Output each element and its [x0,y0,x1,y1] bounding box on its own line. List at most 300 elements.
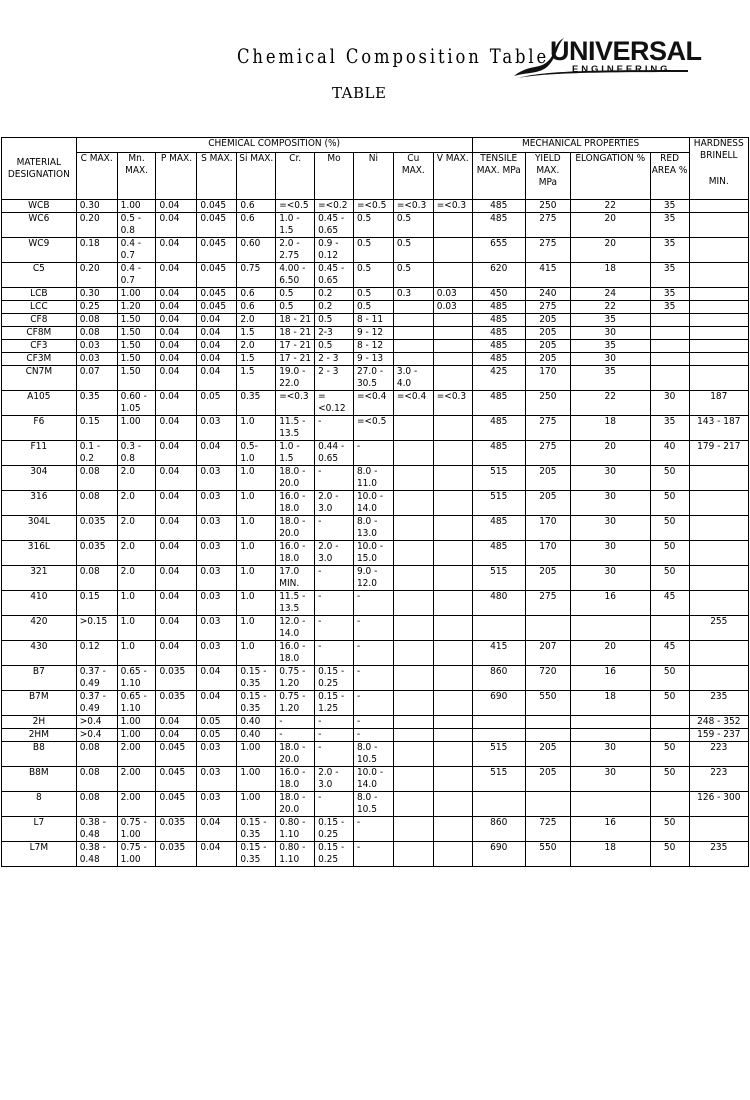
cell-mn: 0.4 - 0.7 [117,263,156,288]
cell-red-area: 50 [650,491,689,516]
cell-tensile: 425 [472,366,525,391]
cell-red-area [650,366,689,391]
cell-s: 0.045 [197,213,237,238]
cell-v [433,541,472,566]
cell-red-area [650,616,689,641]
cell-red-area: 35 [650,200,689,213]
cell-yield: 170 [525,366,570,391]
cell-cu [393,314,433,327]
cell-elongation: 30 [570,353,650,366]
cell-material: F6 [2,416,77,441]
cell-c: 0.15 [76,416,117,441]
cell-yield: 275 [525,416,570,441]
cell-yield: 205 [525,742,570,767]
cell-red-area [650,314,689,327]
cell-mn: 0.75 - 1.00 [117,842,156,867]
cell-yield: 250 [525,391,570,416]
cell-si: 0.35 [237,391,276,416]
cell-material: 8 [2,792,77,817]
cell-yield: 240 [525,288,570,301]
cell-s: 0.03 [197,616,237,641]
cell-ni: - [353,817,393,842]
cell-ni: 0.5 [353,238,393,263]
cell-hardness [689,491,748,516]
cell-cu [393,666,433,691]
cell-c: 0.37 - 0.49 [76,666,117,691]
cell-p: 0.035 [156,842,197,867]
cell-red-area: 50 [650,691,689,716]
header-column-row [2,153,749,200]
cell-material: WCB [2,200,77,213]
col-elongation: ELONGATION % [570,153,650,200]
cell-c: 0.1 - 0.2 [76,441,117,466]
cell-mn: 0.4 - 0.7 [117,238,156,263]
table-row [2,616,749,641]
table-row [2,516,749,541]
cell-ni: - [353,616,393,641]
cell-mn: 1.0 [117,641,156,666]
cell-elongation: 35 [570,314,650,327]
cell-c: >0.4 [76,729,117,742]
cell-cu [393,817,433,842]
cell-mn: 0.65 - 1.10 [117,666,156,691]
cell-elongation [570,716,650,729]
cell-c: 0.08 [76,314,117,327]
cell-ni: =<0.5 [353,200,393,213]
cell-s: 0.03 [197,416,237,441]
cell-cu [393,641,433,666]
cell-cr: 16.0 - 18.0 [276,641,315,666]
cell-cu [393,729,433,742]
cell-p: 0.04 [156,566,197,591]
cell-ni: 8.0 - 10.5 [353,792,393,817]
cell-red-area: 50 [650,466,689,491]
cell-elongation: 30 [570,767,650,792]
cell-p: 0.04 [156,616,197,641]
cell-ni: - [353,641,393,666]
cell-hardness: 235 [689,842,748,867]
cell-p: 0.04 [156,301,197,314]
cell-mo: - [315,742,354,767]
cell-cu [393,842,433,867]
cell-hardness [689,591,748,616]
cell-v [433,716,472,729]
cell-v [433,516,472,541]
cell-c: 0.03 [76,340,117,353]
cell-p: 0.04 [156,353,197,366]
cell-tensile: 860 [472,666,525,691]
cell-s: 0.045 [197,288,237,301]
cell-material: 420 [2,616,77,641]
col-material: MATERIAL DESIGNATION [2,138,77,200]
cell-mn: 2.0 [117,466,156,491]
cell-p: 0.04 [156,340,197,353]
cell-v [433,314,472,327]
cell-ni: - [353,441,393,466]
cell-si: 0.15 - 0.35 [237,691,276,716]
cell-tensile: 485 [472,353,525,366]
table-row [2,441,749,466]
cell-yield [525,729,570,742]
cell-tensile: 450 [472,288,525,301]
cell-ni: 27.0 - 30.5 [353,366,393,391]
cell-si: 0.6 [237,301,276,314]
cell-yield: 205 [525,327,570,340]
cell-red-area: 35 [650,238,689,263]
cell-ni: 10.0 - 14.0 [353,767,393,792]
cell-p: 0.045 [156,742,197,767]
cell-tensile: 515 [472,466,525,491]
cell-c: 0.08 [76,767,117,792]
cell-mo: - [315,641,354,666]
cell-material: CF3 [2,340,77,353]
cell-mn: 1.50 [117,340,156,353]
cell-cr: =<0.3 [276,391,315,416]
cell-ni: 0.5 [353,288,393,301]
group-chemical: CHEMICAL COMPOSITION (%) [76,138,472,153]
cell-c: 0.08 [76,792,117,817]
cell-si: 0.15 - 0.35 [237,817,276,842]
cell-yield [525,792,570,817]
cell-mn: 1.50 [117,327,156,340]
cell-cu: 0.3 [393,288,433,301]
cell-cr: 2.0 - 2.75 [276,238,315,263]
table-row [2,263,749,288]
cell-mo: - [315,729,354,742]
cell-cu [393,416,433,441]
cell-s: 0.03 [197,591,237,616]
cell-mo: 2.0 - 3.0 [315,491,354,516]
cell-yield: 205 [525,314,570,327]
cell-s: 0.03 [197,641,237,666]
cell-mn: 0.65 - 1.10 [117,691,156,716]
cell-tensile: 415 [472,641,525,666]
cell-elongation: 16 [570,817,650,842]
cell-s: 0.04 [197,691,237,716]
cell-yield: 205 [525,340,570,353]
cell-material: 410 [2,591,77,616]
cell-si: 1.5 [237,353,276,366]
cell-material: LCB [2,288,77,301]
cell-s: 0.03 [197,541,237,566]
table-row [2,213,749,238]
cell-tensile: 485 [472,391,525,416]
cell-hardness [689,353,748,366]
cell-c: 0.035 [76,541,117,566]
cell-yield: 170 [525,541,570,566]
cell-p: 0.04 [156,213,197,238]
cell-yield: 720 [525,666,570,691]
cell-cu [393,441,433,466]
cell-elongation: 35 [570,366,650,391]
cell-yield: 250 [525,200,570,213]
cell-mn: 0.3 - 0.8 [117,441,156,466]
cell-s: 0.045 [197,238,237,263]
cell-ni: - [353,591,393,616]
table-row [2,238,749,263]
cell-cu [393,491,433,516]
cell-tensile: 485 [472,314,525,327]
cell-ni: 10.0 - 14.0 [353,491,393,516]
cell-hardness [689,263,748,288]
cell-p: 0.04 [156,516,197,541]
cell-p: 0.04 [156,541,197,566]
cell-mn: 1.00 [117,716,156,729]
cell-ni: 8 - 11 [353,314,393,327]
cell-mo: 0.5 [315,340,354,353]
cell-v [433,441,472,466]
cell-cu [393,541,433,566]
cell-s: 0.03 [197,742,237,767]
cell-yield: 205 [525,353,570,366]
cell-p: 0.04 [156,327,197,340]
cell-mo: 2 - 3 [315,353,354,366]
cell-v [433,792,472,817]
cell-cr: 1.0 - 1.5 [276,213,315,238]
cell-ni: 8 - 12 [353,340,393,353]
cell-cr: 16.0 - 18.0 [276,491,315,516]
table-row [2,327,749,340]
cell-s: 0.04 [197,353,237,366]
cell-mn: 1.00 [117,200,156,213]
cell-s: 0.04 [197,327,237,340]
cell-ni: 9 - 13 [353,353,393,366]
cell-cu: 0.5 [393,213,433,238]
cell-si: 1.0 [237,491,276,516]
cell-p: 0.04 [156,416,197,441]
cell-red-area [650,716,689,729]
cell-ni: =<0.4 [353,391,393,416]
cell-hardness [689,817,748,842]
company-logo [512,26,702,82]
table-row [2,842,749,867]
cell-s: 0.03 [197,516,237,541]
cell-elongation: 30 [570,466,650,491]
table-row [2,729,749,742]
cell-hardness [689,238,748,263]
cell-p: 0.04 [156,641,197,666]
cell-ni: 0.5 [353,213,393,238]
cell-ni: 8.0 - 11.0 [353,466,393,491]
cell-s: 0.04 [197,340,237,353]
cell-material: 321 [2,566,77,591]
cell-c: 0.08 [76,466,117,491]
cell-red-area [650,327,689,340]
cell-yield: 205 [525,566,570,591]
cell-cu [393,566,433,591]
cell-c: 0.20 [76,263,117,288]
table-row [2,641,749,666]
cell-material: 304L [2,516,77,541]
cell-mo: - [315,466,354,491]
cell-s: 0.03 [197,767,237,792]
cell-tensile: 485 [472,516,525,541]
cell-elongation: 16 [570,591,650,616]
cell-elongation: 24 [570,288,650,301]
cell-hardness [689,566,748,591]
col-c: C MAX. [76,153,117,200]
cell-cr: 16.0 - 18.0 [276,767,315,792]
cell-elongation: 30 [570,541,650,566]
page-subtitle: TABLE [332,84,387,102]
cell-red-area: 35 [650,213,689,238]
cell-si: 0.6 [237,200,276,213]
logo-tagline: ENGINEERING [572,64,671,75]
cell-si: 0.6 [237,213,276,238]
cell-mn: 1.50 [117,353,156,366]
header-group-row [2,138,749,153]
cell-v [433,327,472,340]
cell-ni: 10.0 - 15.0 [353,541,393,566]
cell-yield: 205 [525,466,570,491]
cell-v [433,842,472,867]
cell-yield: 275 [525,441,570,466]
cell-cr: 0.5 [276,301,315,314]
cell-hardness [689,327,748,340]
cell-p: 0.04 [156,729,197,742]
cell-material: WC9 [2,238,77,263]
cell-si: 1.0 [237,466,276,491]
cell-material: B7M [2,691,77,716]
cell-elongation: 30 [570,742,650,767]
table-row [2,792,749,817]
cell-cr: 0.80 - 1.10 [276,842,315,867]
cell-cu [393,516,433,541]
cell-red-area [650,792,689,817]
table-row [2,200,749,213]
cell-cu: =<0.3 [393,200,433,213]
cell-cr: 18 - 21 [276,314,315,327]
cell-v [433,616,472,641]
cell-si: 1.0 [237,416,276,441]
cell-cu [393,327,433,340]
cell-tensile [472,616,525,641]
cell-mn: 2.00 [117,767,156,792]
table-row [2,288,749,301]
cell-c: 0.08 [76,327,117,340]
col-si: Si MAX. [237,153,276,200]
cell-si: 1.0 [237,516,276,541]
group-mechanical: MECHANICAL PROPERTIES [472,138,689,153]
cell-c: 0.08 [76,742,117,767]
cell-mn: 0.75 - 1.00 [117,817,156,842]
cell-tensile: 485 [472,200,525,213]
cell-mn: 2.0 [117,516,156,541]
cell-s: 0.04 [197,817,237,842]
cell-cr: - [276,729,315,742]
cell-hardness: 223 [689,767,748,792]
cell-si: 1.0 [237,616,276,641]
cell-s: 0.04 [197,842,237,867]
cell-p: 0.035 [156,666,197,691]
cell-yield: 725 [525,817,570,842]
cell-hardness: 179 - 217 [689,441,748,466]
cell-tensile: 655 [472,238,525,263]
cell-s: 0.05 [197,716,237,729]
col-mn: Mn. MAX. [117,153,156,200]
cell-material: 316 [2,491,77,516]
table-row [2,716,749,729]
hardness-label: HARDNESS BRINELL [693,138,744,161]
cell-ni: 0.5 [353,301,393,314]
cell-c: 0.08 [76,491,117,516]
cell-s: 0.05 [197,729,237,742]
cell-cr: 12.0 - 14.0 [276,616,315,641]
cell-si: 1.0 [237,641,276,666]
cell-material: 304 [2,466,77,491]
cell-material: WC6 [2,213,77,238]
cell-hardness [689,288,748,301]
cell-tensile: 620 [472,263,525,288]
cell-red-area: 50 [650,516,689,541]
cell-material: C5 [2,263,77,288]
cell-c: 0.035 [76,516,117,541]
logo-wordmark: UNIVERSAL [550,36,702,66]
table-row [2,541,749,566]
cell-elongation [570,616,650,641]
col-yield: YIELD MAX. MPa [525,153,570,200]
cell-cu [393,767,433,792]
cell-v [433,641,472,666]
cell-c: 0.07 [76,366,117,391]
cell-ni: - [353,729,393,742]
cell-tensile: 515 [472,566,525,591]
cell-c: 0.15 [76,591,117,616]
cell-v: =<0.3 [433,200,472,213]
cell-si: 1.00 [237,742,276,767]
cell-si: 1.00 [237,767,276,792]
cell-elongation: 20 [570,441,650,466]
cell-mo: 0.9 - 0.12 [315,238,354,263]
cell-v [433,729,472,742]
cell-red-area: 50 [650,666,689,691]
cell-hardness [689,666,748,691]
cell-si: 1.5 [237,366,276,391]
cell-tensile: 480 [472,591,525,616]
cell-red-area [650,353,689,366]
cell-hardness [689,301,748,314]
cell-cu [393,716,433,729]
cell-cr: =<0.5 [276,200,315,213]
cell-elongation: 18 [570,842,650,867]
table-row [2,591,749,616]
cell-p: 0.04 [156,366,197,391]
cell-tensile: 485 [472,213,525,238]
cell-cu [393,742,433,767]
cell-cr: 17 - 21 [276,353,315,366]
cell-yield: 275 [525,213,570,238]
cell-material: 2HM [2,729,77,742]
cell-cr: 0.75 - 1.20 [276,691,315,716]
cell-c: 0.37 - 0.49 [76,691,117,716]
cell-red-area: 50 [650,767,689,792]
cell-yield: 170 [525,516,570,541]
cell-cr: 0.75 - 1.20 [276,666,315,691]
cell-hardness [689,314,748,327]
cell-si: 0.60 [237,238,276,263]
table-row [2,340,749,353]
cell-elongation: 30 [570,327,650,340]
cell-cr: 17 - 21 [276,340,315,353]
cell-cu [393,340,433,353]
cell-si: 0.15 - 0.35 [237,842,276,867]
cell-material: F11 [2,441,77,466]
cell-mo: - [315,591,354,616]
col-ni: Ni [353,153,393,200]
cell-ni: - [353,842,393,867]
cell-red-area [650,729,689,742]
cell-red-area: 50 [650,742,689,767]
